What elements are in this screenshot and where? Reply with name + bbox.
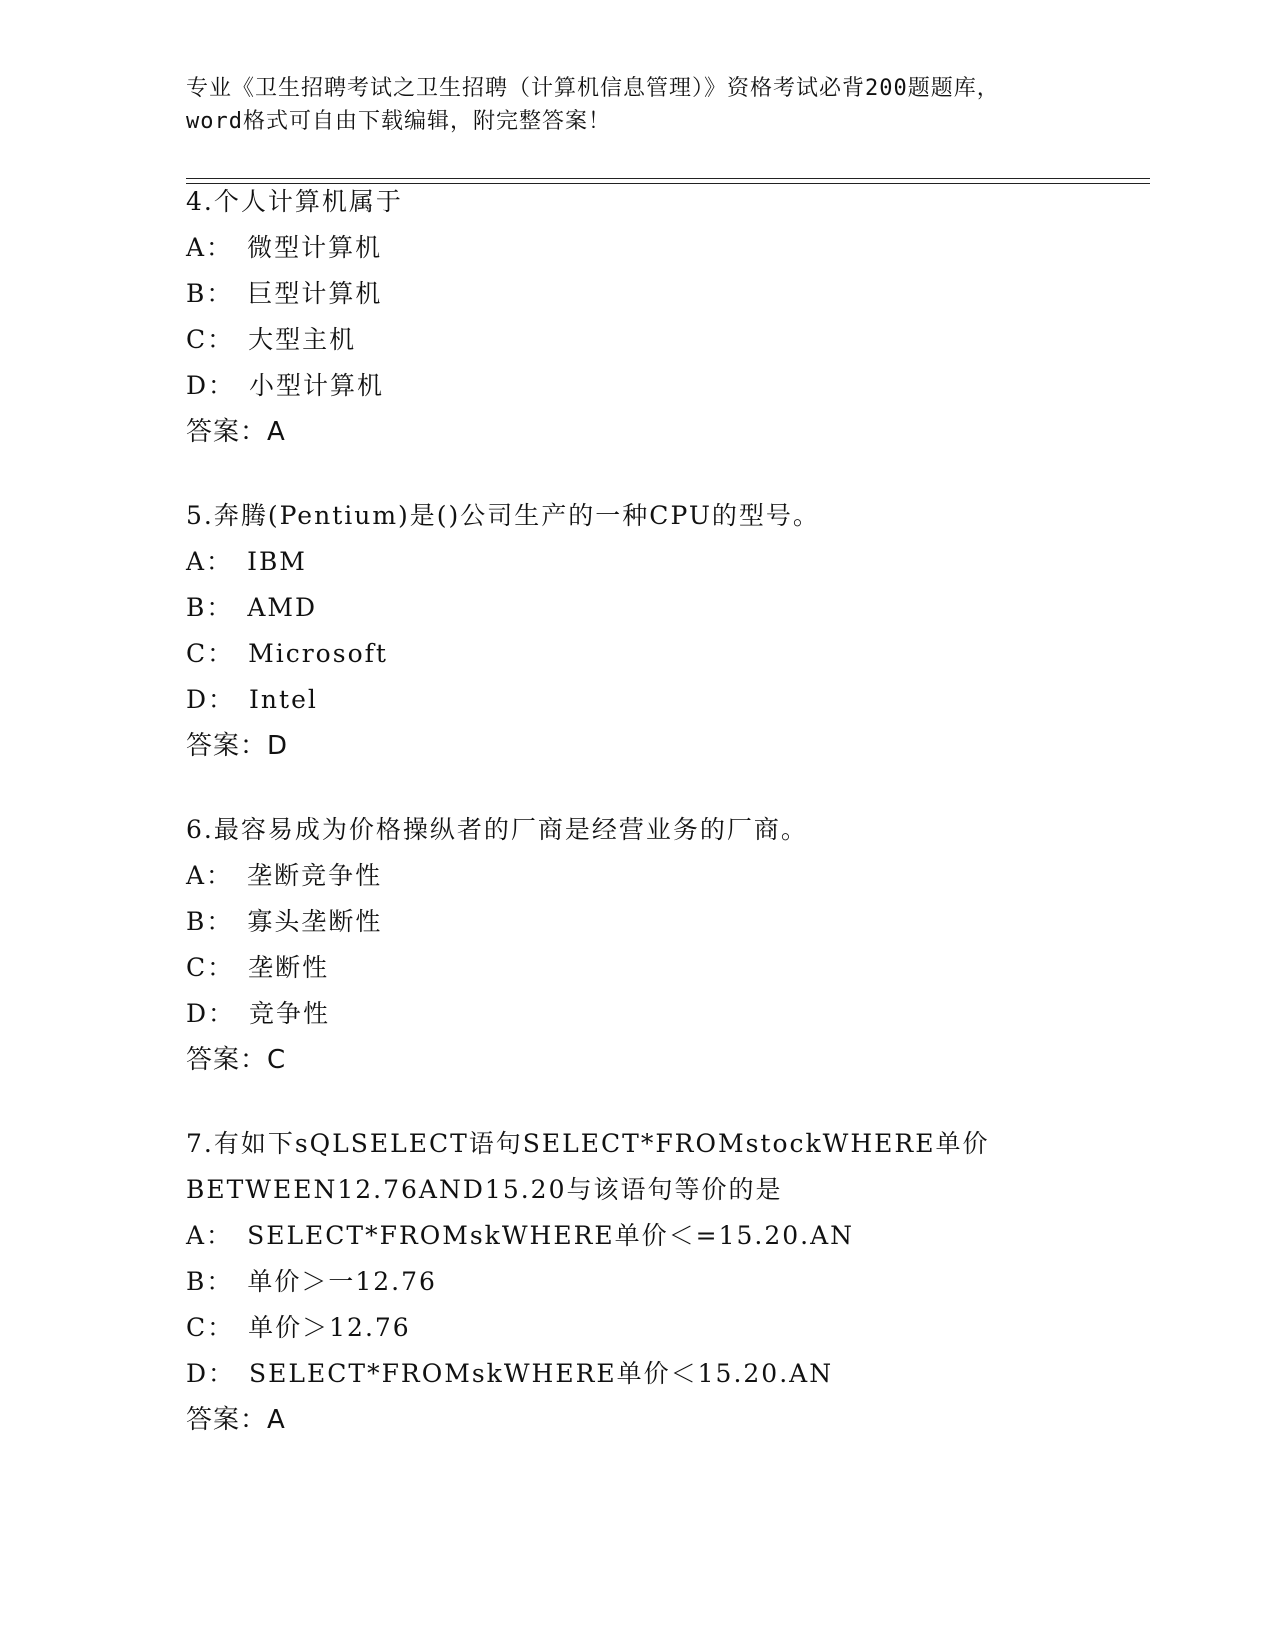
question-stem: 4.个人计算机属于 [186,187,403,216]
option-a: A： IBM [186,547,307,576]
document-header [186,72,1086,138]
option-a: A： SELECT*FROMskWHERE单价＜=15.20.AN [186,1221,855,1250]
option-b: B： 寡头垄断性 [186,907,383,936]
question-stem-line-2: BETWEEN12.76AND15.20与该语句等价的是 [186,1175,783,1204]
option-a: A： 微型计算机 [186,233,383,262]
option-b: B： 单价＞一12.76 [186,1267,437,1296]
question-stem-line-1: 7.有如下sQLSELECT语句SELECT*FROMstockWHERE单价 [186,1129,990,1158]
header-line-2: word格式可自由下载编辑，附完整答案！ [186,109,611,134]
option-d: D： 竞争性 [186,999,331,1028]
option-d: D： 小型计算机 [186,371,385,400]
question-6 [186,807,1146,1083]
answer-line: 答案：C [186,1045,287,1075]
question-7 [186,1121,1146,1443]
option-d: D： SELECT*FROMskWHERE单价＜15.20.AN [186,1359,834,1388]
option-c: C： 单价＞12.76 [186,1313,411,1342]
option-c: C： Microsoft [186,639,388,668]
answer-line: 答案：D [186,731,289,761]
question-4 [186,179,1146,455]
answer-line: 答案：A [186,417,286,447]
question-5 [186,493,1146,769]
option-c: C： 大型主机 [186,325,357,354]
option-b: B： 巨型计算机 [186,279,383,308]
question-stem: 5.奔腾(Pentium)是()公司生产的一种CPU的型号。 [186,501,820,530]
option-c: C： 垄断性 [186,953,330,982]
answer-line: 答案：A [186,1405,286,1435]
header-line-1: 专业《卫生招聘考试之卫生招聘（计算机信息管理）》资格考试必背200题题库， [186,76,1000,101]
option-a: A： 垄断竞争性 [186,861,383,890]
question-stem: 6.最容易成为价格操纵者的厂商是经营业务的厂商。 [186,815,808,844]
option-d: D： Intel [186,685,318,714]
option-b: B： AMD [186,593,318,622]
